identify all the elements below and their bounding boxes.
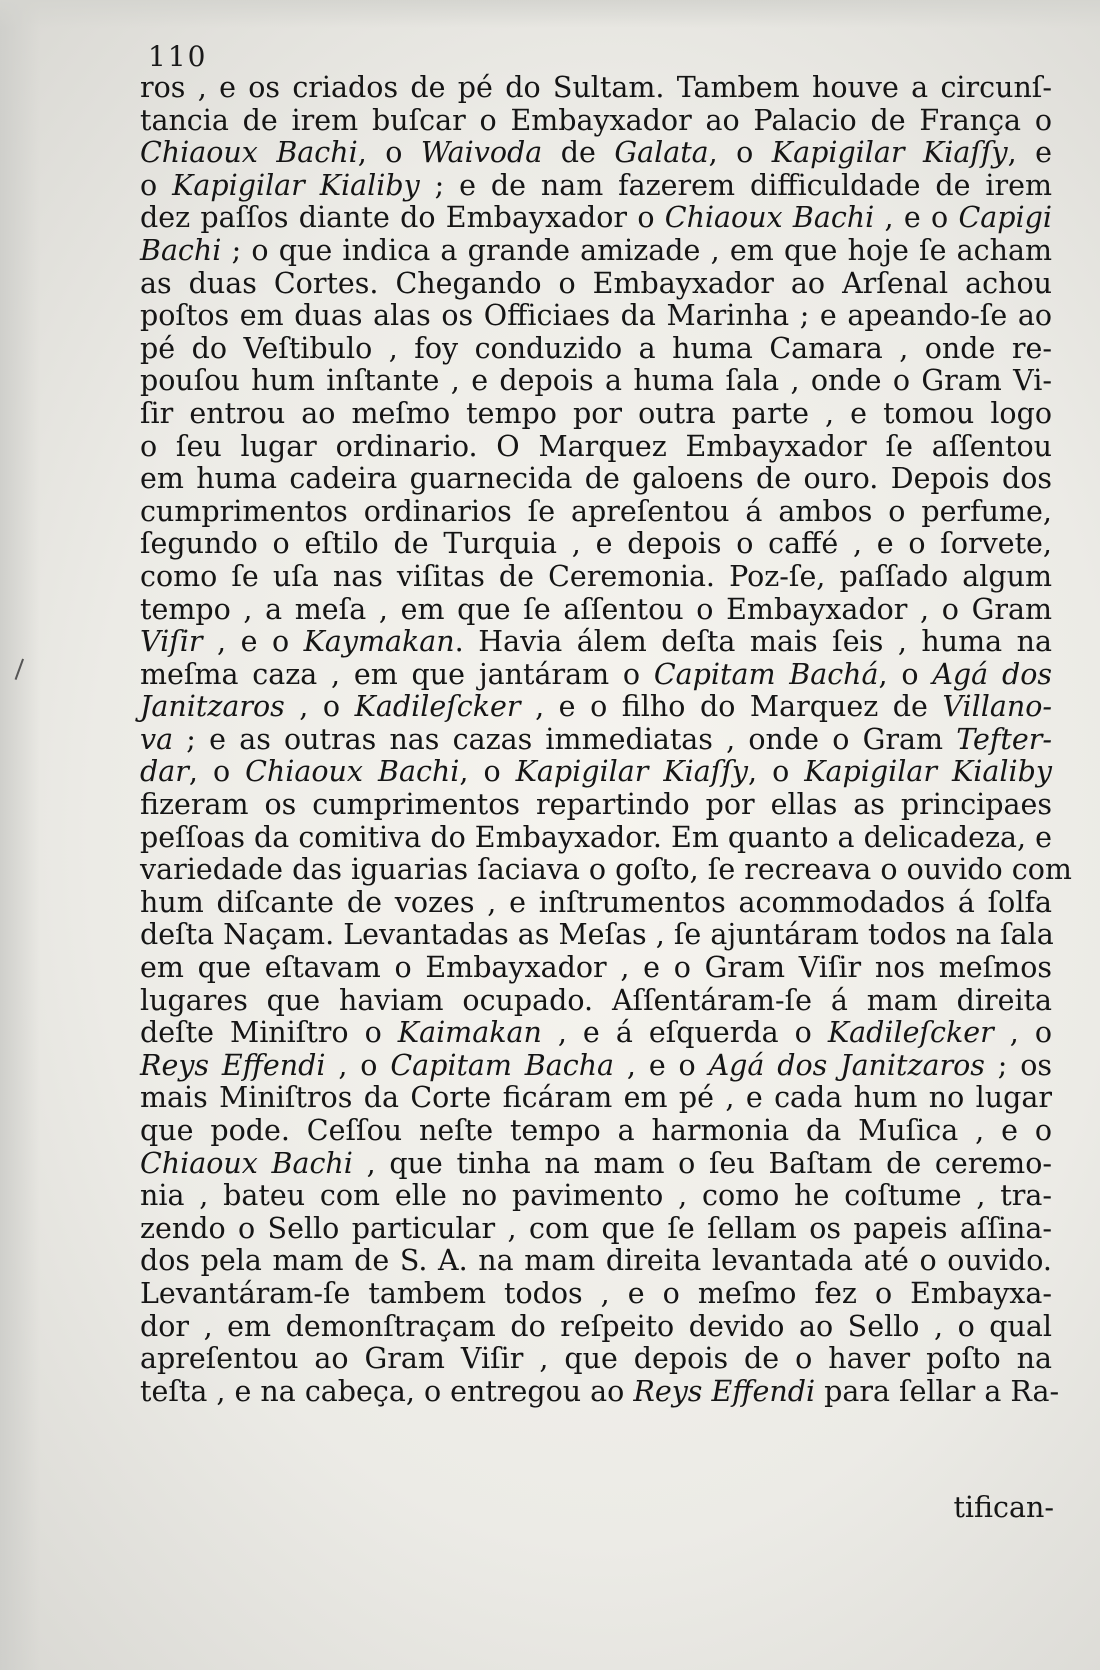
- italic-term: Villano-: [942, 690, 1052, 724]
- italic-term: Kapigilar Kiaſſy: [515, 755, 748, 789]
- text-segment: , que tinha na mam o ſeu Baſtam de ceremo-: [352, 1146, 1052, 1180]
- text-segment: deſta Naçam. Levantadas as Meſas , ſe ajuntáram todos na ſala: [140, 918, 1054, 952]
- text-segment: , o: [708, 136, 772, 170]
- text-segment: que pode. Ceſſou neſte tempo a harmonia da Muſica , e o: [140, 1114, 1052, 1147]
- text-line: [140, 202, 1052, 235]
- text-segment: . Havia álem deſta mais ſeis , huma na: [454, 625, 1053, 659]
- text-line: [140, 594, 1052, 627]
- text-line: [140, 626, 1052, 659]
- text-segment: ; os: [984, 1048, 1053, 1082]
- text-segment: para ſellar a Ra-: [815, 1374, 1060, 1408]
- text-segment: teſta , e na cabeça, o entregou ao: [140, 1374, 634, 1408]
- text-segment: , e o filho do Marquez de: [520, 690, 943, 724]
- text-segment: ; e de nam fazerem difficuldade de irem: [419, 168, 1052, 202]
- text-segment: em huma cadeira guarnecida de galoens de ouro. Depois dos: [140, 462, 1052, 496]
- text-line: [140, 72, 1052, 105]
- text-segment: , e: [1007, 136, 1052, 170]
- text-segment: apreſentou ao Gram Viſir , que depois de o haver poſto na: [140, 1342, 1052, 1376]
- text-segment: pouſou hum inſtante , e depois a huma ſala , onde o Gram Vi-: [140, 364, 1052, 398]
- text-segment: peſſoas da comitiva do Embayxador. Em quanto a delicadeza, e: [140, 820, 1052, 854]
- italic-term: Agá dos: [932, 657, 1052, 691]
- text-segment: o ſeu lugar ordinario. O Marquez Embayxador ſe aſſentou: [140, 429, 1052, 463]
- text-segment: zendo o Sello particular , com que ſe ſellam os papeis aſſina-: [140, 1211, 1052, 1245]
- text-segment: ſegundo o eſtilo de Turquia , e depois o caffé , e o ſorvete,: [140, 527, 1052, 561]
- text-line: [140, 887, 1052, 920]
- text-segment: pé do Veſtibulo , foy conduzido a huma Camara , onde re-: [140, 331, 1052, 365]
- text-line: [140, 1278, 1052, 1311]
- text-segment: ; o que indica a grande amizade , em que hoje ſe acham: [221, 233, 1052, 267]
- text-segment: ſir entrou ao meſmo tempo por outra parte , e tomou logo: [140, 396, 1052, 430]
- italic-term: Capitam Bachá: [653, 657, 879, 691]
- text-segment: deſte Miniſtro o: [140, 1016, 398, 1050]
- text-line: [140, 919, 1052, 952]
- body-text: [140, 71, 1072, 1408]
- italic-term: Chiaoux Bachi: [664, 201, 875, 235]
- text-line: [140, 724, 1052, 757]
- text-line: [140, 300, 1052, 333]
- italic-term: Viſir: [140, 625, 203, 659]
- text-line: [140, 1115, 1052, 1148]
- text-line: [140, 137, 1052, 170]
- italic-term: Kapigilar Kialiby: [804, 755, 1052, 789]
- text-line: [140, 268, 1052, 301]
- text-segment: em que eſtavam o Embayxador , e o Gram Viſir nos meſmos: [140, 951, 1052, 985]
- text-line: [140, 952, 1052, 985]
- text-line: [140, 431, 1052, 464]
- italic-term: Agá dos Janitzaros: [708, 1048, 985, 1082]
- text-segment: , e o: [202, 625, 304, 659]
- text-segment: cumprimentos ordinarios ſe apreſentou á ambos o perfume,: [140, 494, 1052, 528]
- text-segment: variedade das iguarias ſaciava o goſto, ſe recreava o ouvido com: [140, 853, 1072, 887]
- text-segment: as duas Cortes. Chegando o Embayxador ao Arſenal achou: [140, 266, 1052, 300]
- text-segment: o: [140, 168, 173, 202]
- italic-term: Reys Effendi: [140, 1048, 326, 1082]
- text-line: [140, 691, 1052, 724]
- text-segment: hum diſcante de vozes , e inſtrumentos acommodados á ſolfa: [140, 885, 1052, 919]
- text-segment: , e o: [614, 1048, 709, 1082]
- text-line: [140, 105, 1052, 138]
- italic-term: Chiaoux Bachi: [245, 755, 460, 789]
- italic-term: Kapigilar Kiaſſy: [771, 136, 1008, 170]
- text-segment: , o: [993, 1016, 1052, 1050]
- text-segment: ros , e os criados de pé do Sultam. Tambem houve a circunſ-: [140, 71, 1052, 104]
- italic-term: Chiaoux Bachi: [140, 136, 358, 170]
- text-line: [140, 659, 1052, 692]
- text-line: [140, 398, 1052, 431]
- text-line: [140, 1148, 1052, 1181]
- text-line: [140, 528, 1052, 561]
- text-line: [140, 1311, 1052, 1344]
- text-segment: , o: [357, 136, 421, 170]
- text-segment: fizeram os cumprimentos repartindo por ellas as principaes: [140, 788, 1052, 822]
- italic-term: Janitzaros: [140, 690, 285, 724]
- text-segment: nia , bateu com elle no pavimento , como he coſtume , tra-: [140, 1179, 1052, 1213]
- text-segment: de: [542, 136, 615, 170]
- text-segment: poſtos em duas alas os Officiaes da Marinha ; e apeando-ſe ao: [140, 299, 1052, 333]
- italic-term: Galata: [614, 136, 709, 170]
- text-segment: lugares que haviam ocupado. Aſſentáram-ſe á mam direita: [140, 983, 1052, 1017]
- text-segment: , e o: [874, 201, 959, 235]
- page-number: 110: [148, 40, 208, 73]
- text-segment: , o: [284, 690, 355, 724]
- italic-term: Capigi: [958, 201, 1052, 235]
- text-segment: como ſe uſa nas viſitas de Ceremonia. Poz-ſe, paſſado algum: [140, 559, 1052, 593]
- text-line: [140, 1245, 1052, 1278]
- page-top-shadow: [0, 0, 1100, 28]
- italic-term: Kadileſcker: [354, 690, 521, 724]
- text-line: [140, 1374, 1060, 1409]
- italic-term: Chiaoux Bachi: [140, 1146, 353, 1180]
- text-segment: Levantáram-ſe tambem todos , e o meſmo fez o Embayxa-: [140, 1276, 1052, 1310]
- text-line: [140, 1050, 1052, 1083]
- text-segment: , o: [188, 755, 246, 789]
- text-line: [140, 170, 1052, 203]
- italic-term: Reys Effendi: [633, 1374, 816, 1408]
- italic-term: Capitam Bacha: [390, 1048, 615, 1082]
- text-segment: dor , em demonſtraçam do reſpeito devido ao Sello , o qual: [140, 1309, 1052, 1343]
- text-line: [140, 1180, 1052, 1213]
- text-segment: ; e as outras nas cazas immediatas , onde o Gram: [173, 722, 957, 756]
- text-line: [140, 1017, 1052, 1050]
- text-segment: dez paſſos diante do Embayxador o: [140, 201, 665, 235]
- text-line: [140, 235, 1052, 268]
- text-line: [140, 561, 1052, 594]
- text-line: [140, 496, 1052, 529]
- page-gutter-shadow: [0, 0, 40, 1670]
- text-segment: meſma caza , em que jantáram o: [140, 657, 654, 691]
- text-segment: , o: [459, 755, 516, 789]
- italic-term: Kaimakan: [397, 1016, 542, 1050]
- text-line: [140, 1343, 1052, 1376]
- text-line: [140, 822, 1052, 855]
- text-segment: tancia de irem buſcar o Embayxador ao Palacio de França o: [140, 103, 1052, 137]
- italic-term: Bachi: [140, 233, 222, 267]
- text-line: [140, 333, 1052, 366]
- text-line: [140, 1213, 1052, 1246]
- italic-term: Kadileſcker: [827, 1016, 994, 1050]
- text-line: [140, 756, 1052, 789]
- italic-term: Tefter-: [956, 722, 1052, 756]
- text-line: [140, 1082, 1052, 1115]
- italic-term: Kaymakan: [303, 625, 455, 659]
- text-segment: , o: [748, 755, 805, 789]
- text-segment: dos pela mam de S. A. na mam direita levantada até o ouvido.: [140, 1244, 1052, 1278]
- text-segment: , o: [325, 1048, 391, 1082]
- text-line: [140, 789, 1052, 822]
- text-segment: mais Miniſtros da Corte ficáram em pé , e cada hum no lugar: [140, 1081, 1052, 1115]
- text-segment: , e á eſquerda o: [541, 1016, 828, 1050]
- italic-term: dar: [140, 755, 189, 789]
- text-segment: tempo , a meſa , em que ſe aſſentou o Embayxador , o Gram: [140, 592, 1052, 626]
- text-line: [140, 985, 1052, 1018]
- catchword: tifican-: [953, 1491, 1054, 1524]
- italic-term: va: [140, 722, 174, 756]
- italic-term: Waivoda: [420, 136, 543, 170]
- text-line: [140, 463, 1052, 496]
- italic-term: Kapigilar Kialiby: [172, 168, 420, 202]
- text-line: [140, 365, 1052, 398]
- text-line: [140, 853, 1072, 887]
- text-segment: , o: [878, 657, 933, 691]
